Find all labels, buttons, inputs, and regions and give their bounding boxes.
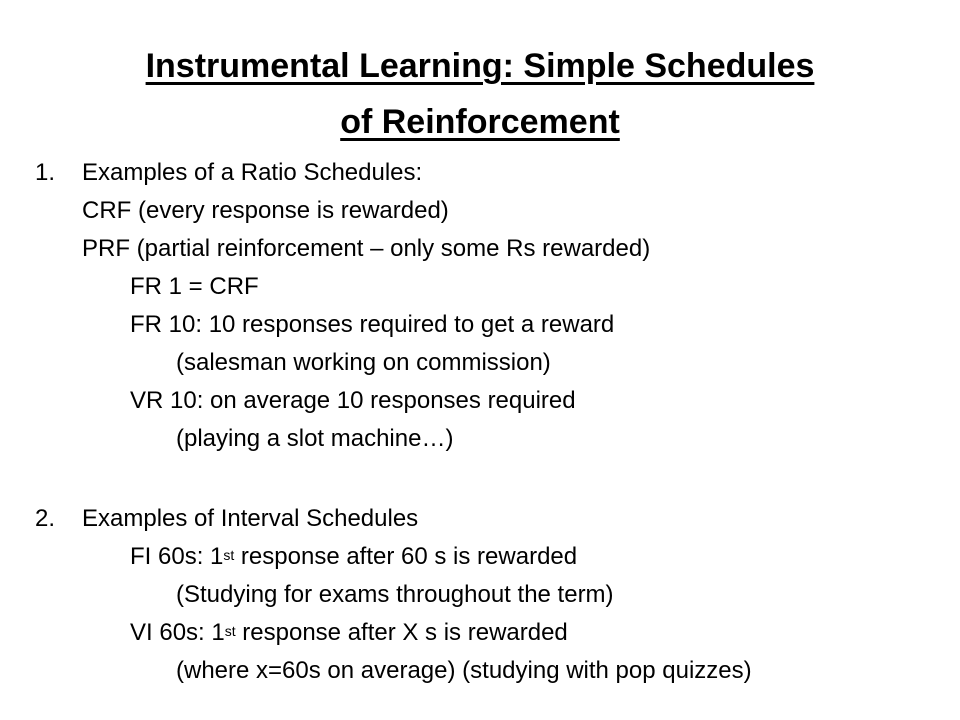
fr10-example: (salesman working on commission) (176, 349, 551, 376)
fi-line (130, 542, 577, 572)
vr10-example: (playing a slot machine…) (176, 425, 454, 452)
vr10-line: VR 10: on average 10 responses required (130, 387, 576, 414)
title-line-2: of Reinforcement (340, 103, 620, 141)
vi-prefix: VI 60s: 1 (130, 619, 225, 646)
fi-example: (Studying for exams throughout the term) (176, 581, 614, 608)
fi-prefix: FI 60s: 1 (130, 543, 224, 570)
vi-ordinal: st (224, 623, 236, 639)
section-2-heading: Examples of Interval Schedules (82, 505, 419, 532)
vi-rest: response after X s is rewarded (235, 619, 568, 646)
section-2-number: 2. (35, 505, 56, 532)
fi-rest: response after 60 s is rewarded (234, 543, 578, 570)
vi-example: (where x=60s on average) (studying with pop quizzes) (176, 657, 752, 684)
prf-line: PRF (partial reinforcement – only some Rs rewarded) (82, 235, 651, 262)
fi-ordinal: st (223, 547, 235, 563)
vi-line (130, 618, 568, 648)
fr10-line: FR 10: 10 responses required to get a reward (130, 311, 615, 338)
section-1-heading: Examples of a Ratio Schedules: (82, 159, 423, 186)
slide-title (0, 38, 960, 150)
title-line-1: Instrumental Learning: Simple Schedules (145, 47, 815, 85)
section-1-number: 1. (35, 159, 56, 186)
crf-line: CRF (every response is rewarded) (82, 197, 449, 224)
fr1-line: FR 1 = CRF (130, 273, 259, 300)
